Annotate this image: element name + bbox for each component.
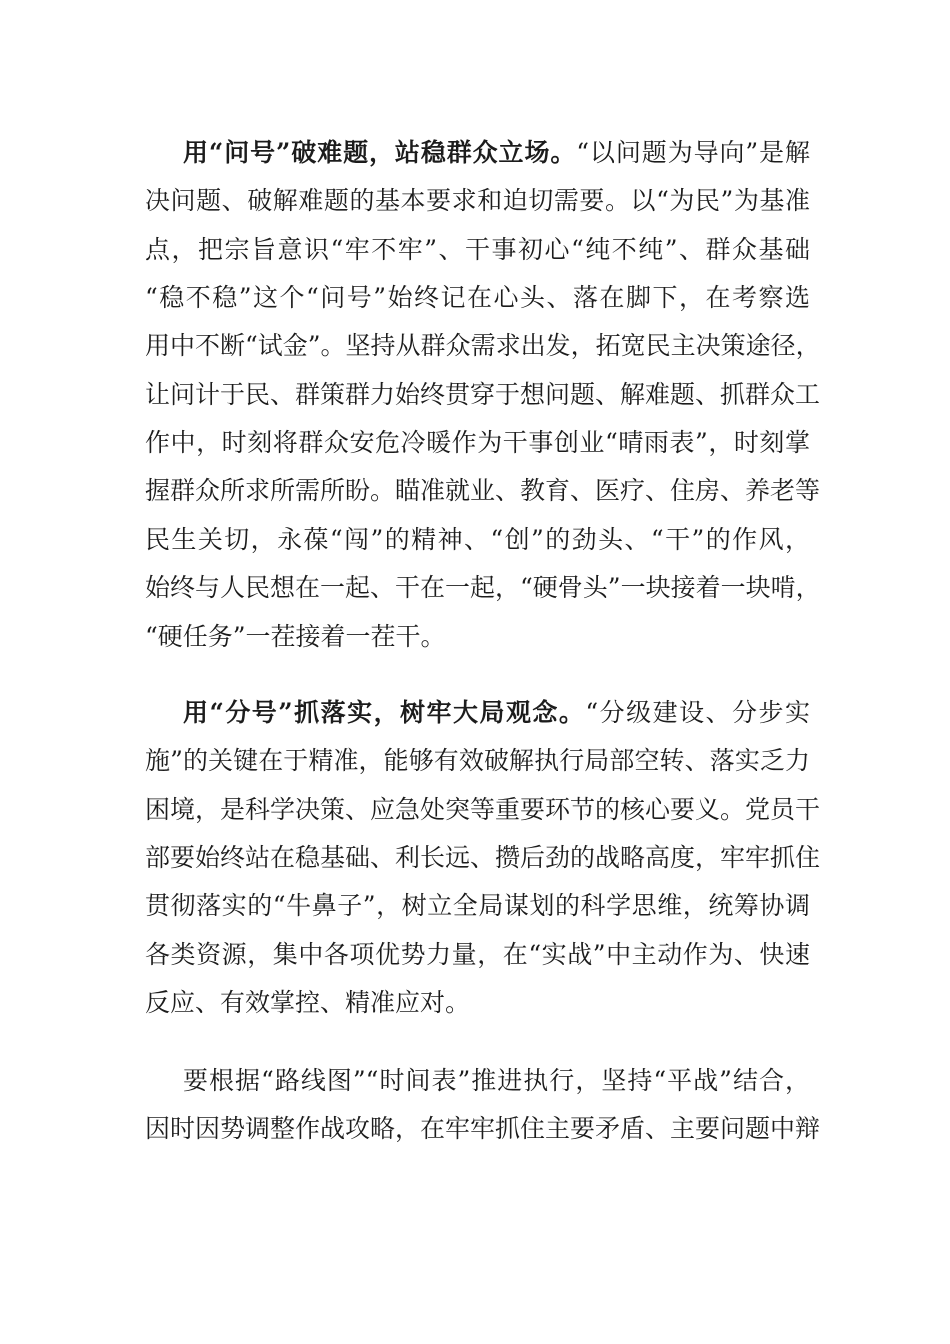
paragraph-3-line-2: 因时因势调整作战攻略，在牢牢抓住主要矛盾、主要问题中辩 bbox=[145, 1114, 821, 1143]
line-text: “分级建设、分步实 bbox=[585, 698, 810, 727]
line-text: “以问题为导向”是解 bbox=[576, 138, 811, 167]
paragraph-2-line-6: 各类资源，集中各项优势力量，在“实战”中主动作为、快速 bbox=[145, 940, 810, 969]
paragraph-2-line-3: 困境，是科学决策、应急处突等重要环节的核心要义。党员干 bbox=[145, 795, 821, 824]
paragraph-2-line-7: 反应、有效掌控、精准应对。 bbox=[145, 988, 471, 1017]
paragraph-1-line-5: 用中不断“试金”。坚持从群众需求出发，拓宽民主决策途径， bbox=[145, 331, 821, 360]
paragraph-1-line-7: 作中，时刻将群众安危冷暖作为干事创业“晴雨表”，时刻掌 bbox=[145, 428, 810, 457]
paragraph-2-line-2: 施”的关键在于精准，能够有效破解执行局部空转、落实乏力 bbox=[145, 746, 810, 775]
paragraph-2-line-5: 贯彻落实的“牛鼻子”，树立全局谋划的科学思维，统筹协调 bbox=[145, 891, 810, 920]
paragraph-2-heading: 用“分号”抓落实，树牢大局观念。 bbox=[183, 698, 586, 727]
paragraph-1-line-1 bbox=[183, 133, 810, 173]
paragraph-1-line-10: 始终与人民想在一起、干在一起，“硬骨头”一块接着一块啃， bbox=[145, 573, 821, 602]
paragraph-1-line-8: 握群众所求所需所盼。瞄准就业、教育、医疗、住房、养老等 bbox=[145, 476, 821, 505]
paragraph-2-line-4: 部要始终站在稳基础、利长远、攒后劲的战略高度，牢牢抓住 bbox=[145, 843, 821, 872]
paragraph-1-line-6: 让问计于民、群策群力始终贯穿于想问题、解难题、抓群众工 bbox=[145, 380, 821, 409]
paragraph-1-line-11: “硬任务”一茬接着一茬干。 bbox=[145, 622, 446, 651]
paragraph-1-line-3: 点，把宗旨意识“牢不牢”、干事初心“纯不纯”、群众基础 bbox=[145, 235, 810, 264]
paragraph-3-line-1: 要根据“路线图”“时间表”推进执行，坚持“平战”结合， bbox=[183, 1066, 810, 1095]
paragraph-1-line-9: 民生关切，永葆“闯”的精神、“创”的劲头、“干”的作风， bbox=[145, 525, 810, 554]
paragraph-2-line-1 bbox=[183, 693, 810, 733]
paragraph-1-line-4: “稳不稳”这个“问号”始终记在心头、落在脚下，在考察选 bbox=[145, 283, 810, 312]
paragraph-1-heading: 用“问号”破难题，站稳群众立场。 bbox=[183, 138, 577, 167]
paragraph-1-line-2: 决问题、破解难题的基本要求和迫切需要。以“为民”为基准 bbox=[145, 186, 810, 215]
